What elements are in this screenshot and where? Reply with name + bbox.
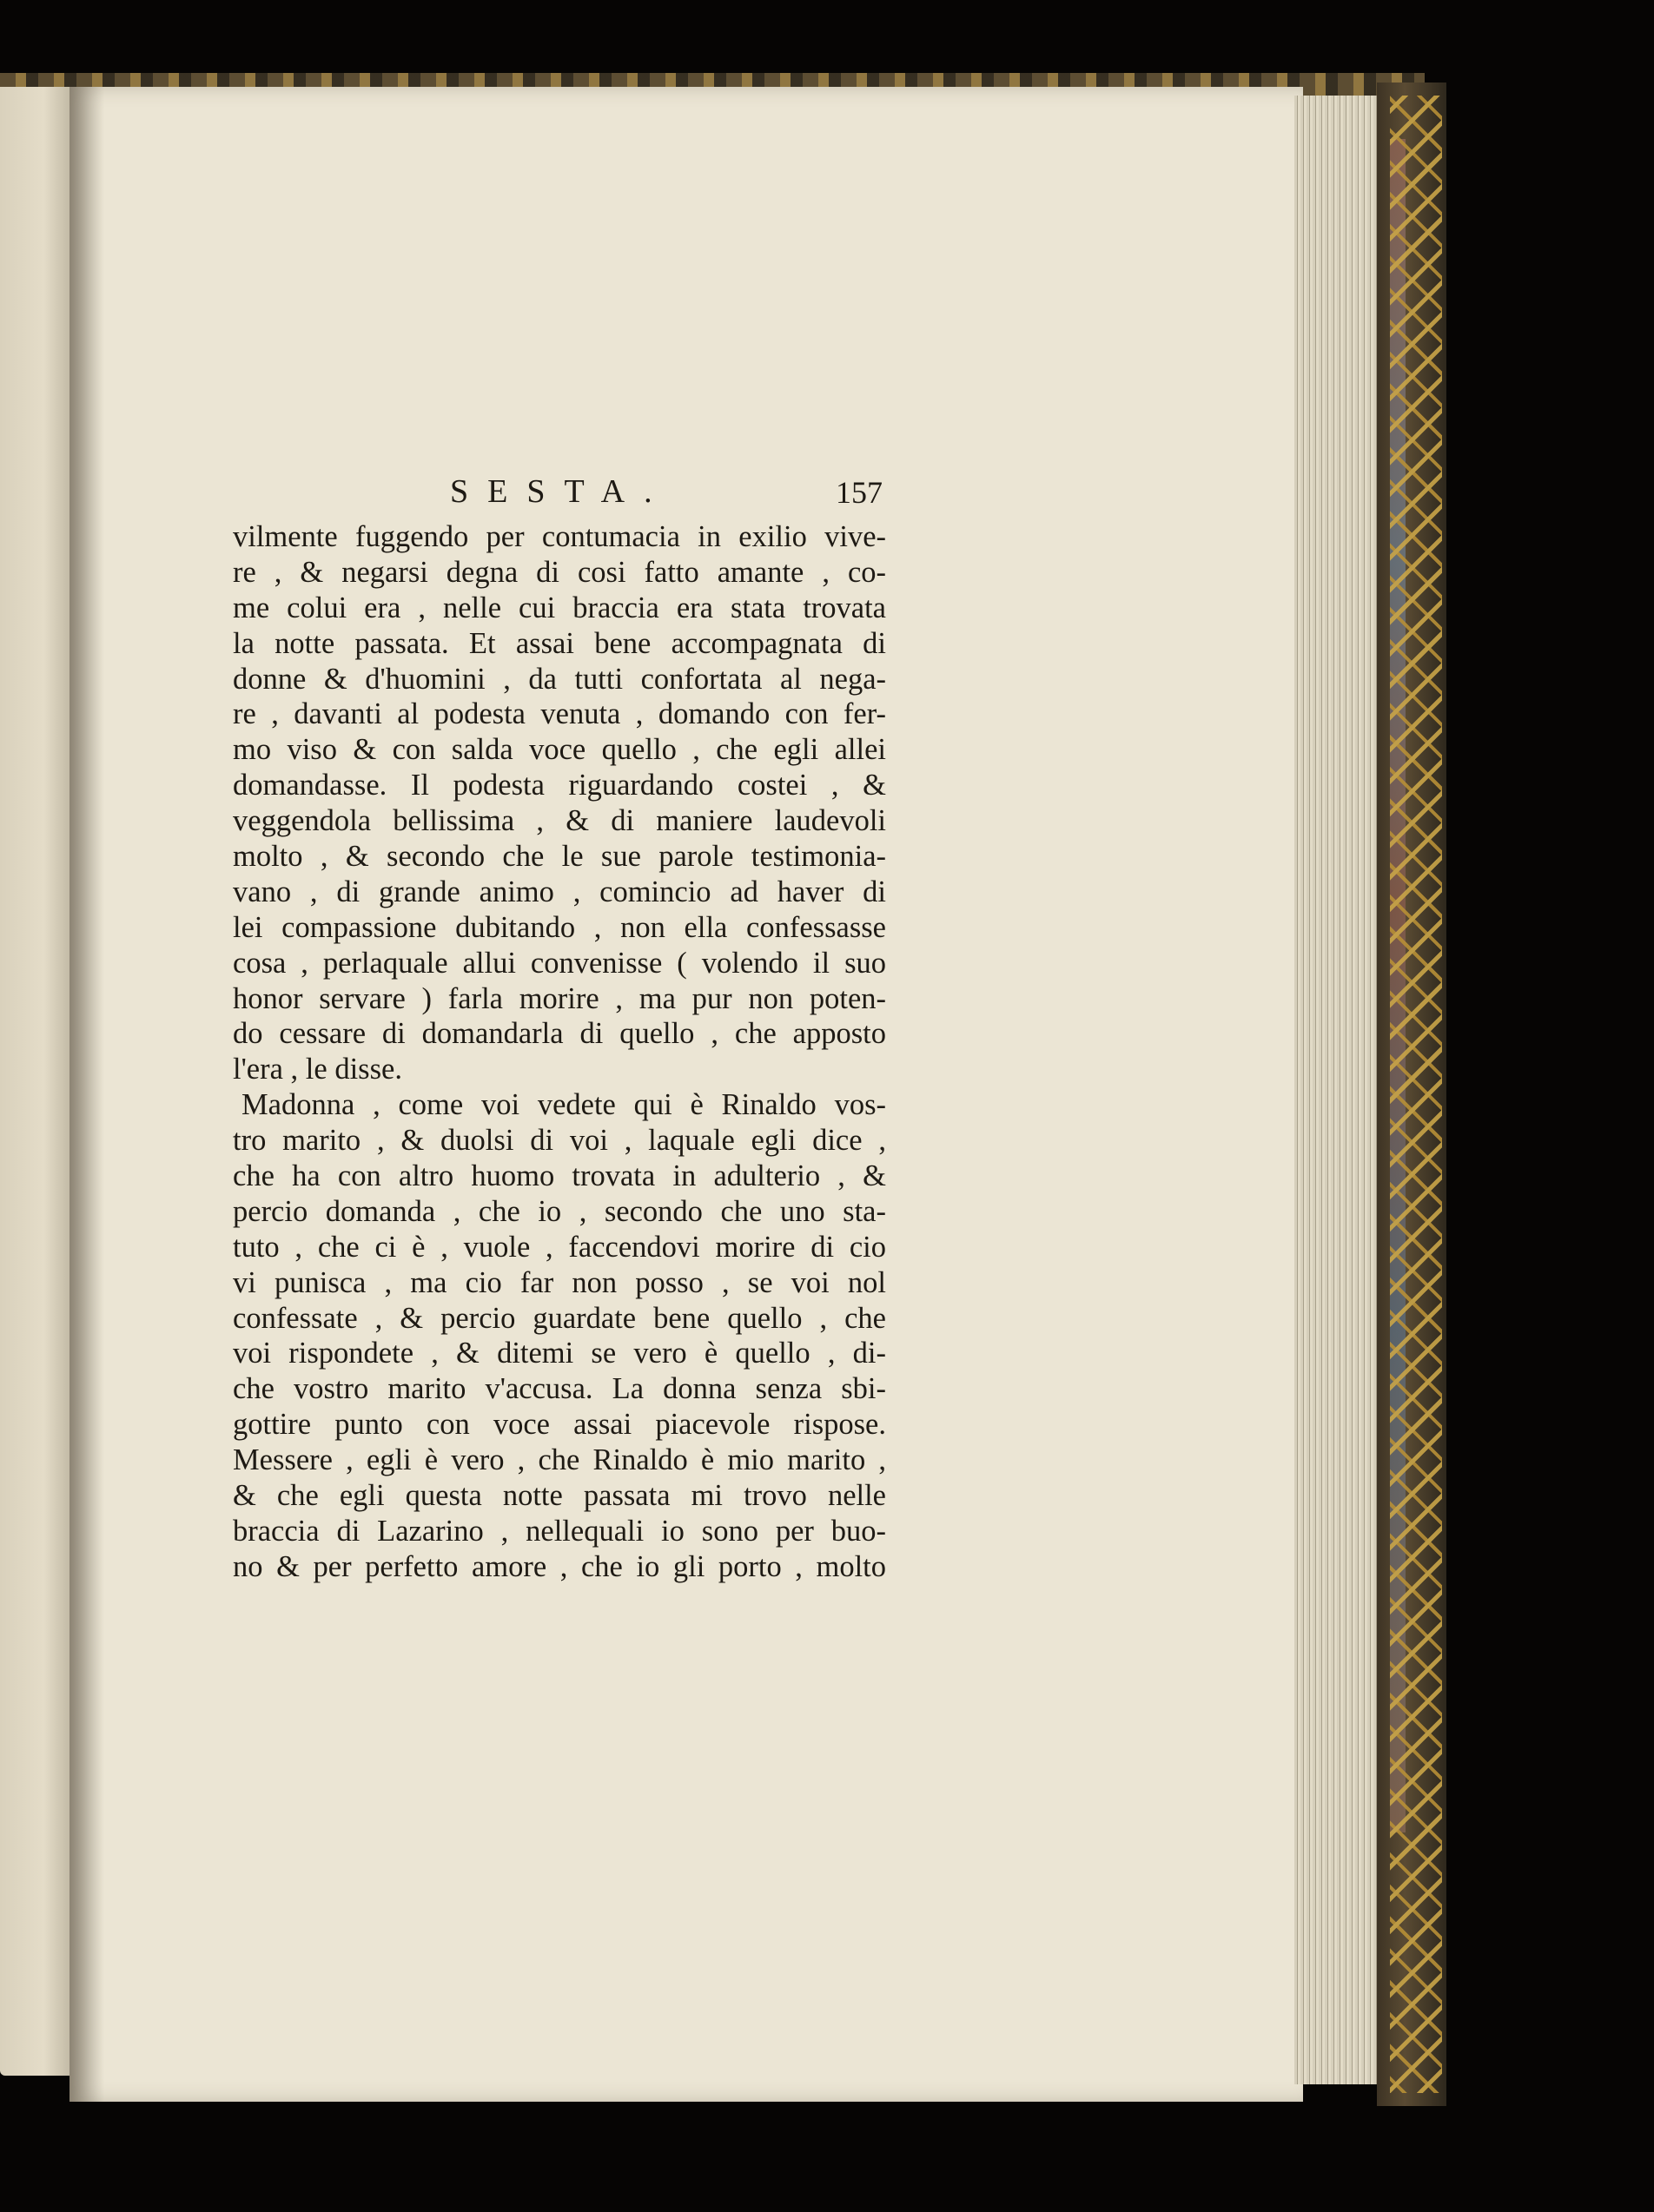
text-line: re , & negarsi degna di cosi fatto amante , co- xyxy=(233,555,886,589)
text-line: vano , di grande animo , comincio ad haver di xyxy=(233,875,886,908)
text-line: confessate , & percio guardate bene quello , che xyxy=(233,1301,886,1335)
text-line: do cessare di domandarla di quello , che apposto xyxy=(233,1017,886,1051)
page-number: 157 xyxy=(836,475,883,510)
text-line: tuto , che ci è , vuole , faccendovi morire di cio xyxy=(233,1230,886,1264)
text-line: che ha con altro huomo trovata in adulterio , & xyxy=(233,1159,886,1193)
text-line: veggendola bellissima , & di maniere laudevoli xyxy=(233,804,886,838)
text-line: braccia di Lazarino , nellequali io sono per buo- xyxy=(233,1514,886,1548)
text-line: no & per perfetto amore , che io gli porto , molto xyxy=(233,1549,886,1583)
text-line: gottire punto con voce assai piacevole rispose. xyxy=(233,1408,886,1442)
text-line: tro marito , & duolsi di voi , laquale egli dice , xyxy=(233,1124,886,1158)
text-block xyxy=(233,469,886,1585)
text-line: cosa , perlaquale allui convenisse ( volendo il suo xyxy=(233,946,886,980)
text-line: donne & d'huomini , da tutti confortata al nega- xyxy=(233,662,886,696)
text-line: honor servare ) farla morire , ma pur non poten- xyxy=(233,981,886,1015)
text-line: mo viso & con salda voce quello , che egli allei xyxy=(233,733,886,767)
text-line: re , davanti al podesta venuta , domando con fer- xyxy=(233,697,886,731)
text-line: & che egli questa notte passata mi trovo nelle xyxy=(233,1479,886,1513)
text-line: vilmente fuggendo per contumacia in exilio vive- xyxy=(233,520,886,553)
text-line: l'era , le disse. xyxy=(233,1053,402,1086)
text-line: la notte passata. Et assai bene accompagnata di xyxy=(233,626,886,660)
text-line: voi rispondete , & ditemi se vero è quello , di- xyxy=(233,1337,886,1370)
text-line: percio domanda , che io , secondo che uno sta- xyxy=(233,1194,886,1228)
gutter-shadow xyxy=(69,87,104,2102)
text-line: vi punisca , ma cio far non posso , se voi nol xyxy=(233,1265,886,1299)
text-line: me colui era , nelle cui braccia era stata trovata xyxy=(233,591,886,624)
text-line: Madonna , come voi vedete qui è Rinaldo vos- xyxy=(241,1088,886,1122)
running-title: SESTA. xyxy=(450,473,672,510)
text-line: molto , & secondo che le sue parole testimonia- xyxy=(233,840,886,874)
text-line: che vostro marito v'accusa. La donna senza sbi- xyxy=(233,1372,886,1406)
page-fore-edges xyxy=(1294,96,1381,2084)
text-line: domandasse. Il podesta riguardando costei , & xyxy=(233,769,886,802)
verso-page-edge xyxy=(0,87,73,2076)
text-line: Messere , egli è vero , che Rinaldo è mio marito , xyxy=(233,1443,886,1477)
text-line: lei compassione dubitando , non ella confessasse xyxy=(233,910,886,944)
running-head xyxy=(233,469,886,519)
gilt-zigzag-tooling xyxy=(1390,96,1442,2093)
